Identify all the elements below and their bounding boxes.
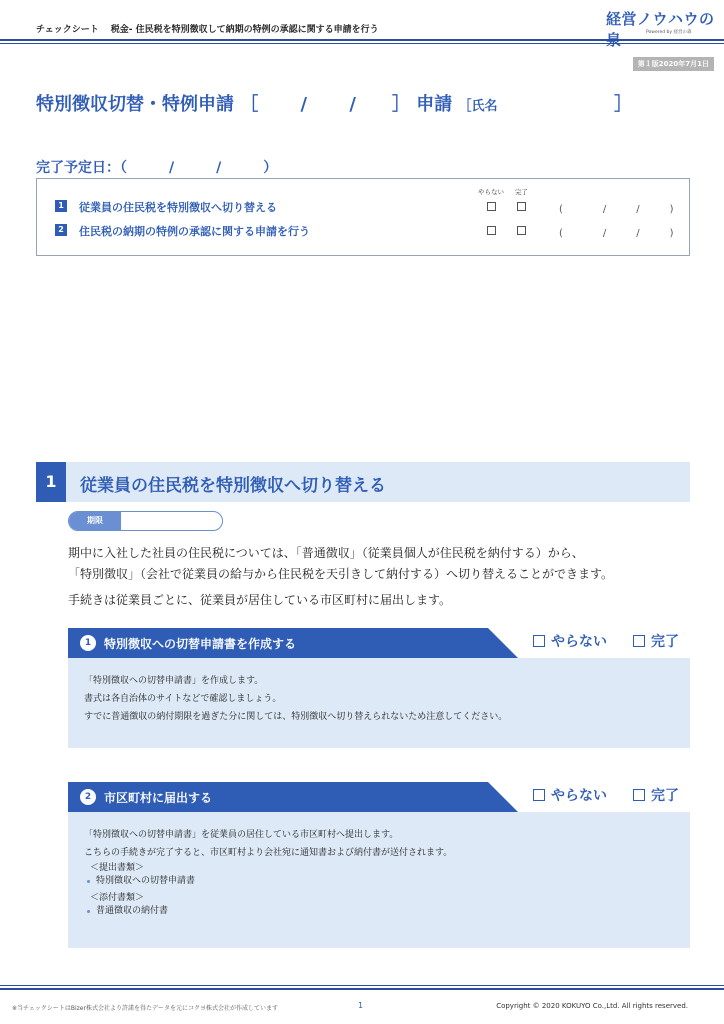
summary-item: [55, 223, 685, 239]
header-divider: [0, 39, 724, 41]
step-text-line: 「特別徴収への切替申請書」を作成します。: [84, 676, 264, 686]
step-text-line: すでに普通徴収の納付期限を過ぎた分に関しては、特別徴収へ切り替えられないため注意してください。: [84, 712, 508, 722]
footer-divider-thin: [0, 985, 724, 986]
copyright: Copyright © 2020 KOKUYO Co.,Ltd. All rights reserved.: [496, 1002, 688, 1010]
intro-line: 「特別徴収」（会社で従業員の給与から住民税を天引きして納付する）へ切り替えることができます。: [68, 567, 614, 581]
skip-checkbox[interactable]: [487, 226, 496, 235]
brand-logo: [606, 8, 716, 38]
item-number: 2: [55, 224, 67, 236]
logo-main-text: 経営ノウハウの: [606, 10, 715, 28]
done-checkbox[interactable]: [633, 789, 645, 801]
submit-doc-item: 特別徴収への切替申請書: [84, 875, 676, 888]
header-subject: 税金‐ 住民税を特別徴収して納期の特例の承認に関する申請を行う: [110, 25, 379, 35]
step-body: [68, 812, 690, 948]
skip-checkbox[interactable]: [487, 202, 496, 211]
completion-date-slot: ( / / ): [559, 204, 674, 215]
title-person-close: ］: [614, 94, 633, 115]
page-number: 1: [358, 1001, 364, 1010]
deadline-label: 期限: [69, 512, 121, 530]
title-date-slot: ［ / / ］: [240, 94, 410, 115]
header-category: チェックシート: [36, 25, 99, 35]
attach-doc-item: 普通徴収の納付書: [84, 905, 676, 918]
col-header-skip: やらない: [478, 188, 504, 196]
footer-divider: [0, 988, 724, 990]
step-text-line: 書式は各自治体のサイトなどで確認しましょう。: [84, 694, 282, 704]
step-card: [68, 628, 690, 748]
section-number: 1: [36, 462, 66, 502]
step-status-checks: [533, 785, 679, 805]
page-title: [36, 90, 632, 116]
step-status-checks: [533, 631, 679, 651]
done-checkbox[interactable]: [517, 202, 526, 211]
title-apply: 申請: [416, 94, 453, 115]
step-number: 2: [80, 789, 96, 805]
summary-checklist: [36, 178, 690, 256]
skip-checkbox[interactable]: [533, 635, 545, 647]
due-date: 完了予定日：（ / / ）: [36, 160, 278, 176]
attach-docs-heading: ＜添付書類＞: [90, 893, 145, 903]
col-header-done: 完了: [515, 188, 528, 196]
step-body: [68, 658, 690, 748]
done-checkbox[interactable]: [517, 226, 526, 235]
skip-label: やらない: [551, 788, 607, 804]
item-label: 従業員の住民税を特別徴収へ切り替える: [79, 201, 277, 214]
step-title: 市区町村に届出する: [104, 791, 213, 805]
done-checkbox[interactable]: [633, 635, 645, 647]
edition-badge: 第１版2020年7月1日: [633, 57, 714, 71]
title-person-open: ［氏名: [458, 99, 498, 114]
submit-docs-heading: ＜提出書類＞: [90, 863, 145, 873]
section-heading: [36, 462, 690, 502]
step-number: 1: [80, 635, 96, 651]
title-name: 特別徴収切替・特例申請: [36, 94, 234, 115]
footer-note: ※当チェックシートはBizer株式会社より許諾を得たデータを元にコクヨ株式会社が作成しています: [12, 1005, 278, 1012]
logo-sub-text: Powered by 経営の森: [646, 30, 692, 35]
step-text-line: こちらの手続きが完了すると、市区町村より会社宛に通知書および納付書が送付されます。: [84, 848, 453, 858]
intro-line: 手続きは従業員ごとに、従業員が居住している市区町村に届出します。: [68, 593, 452, 607]
done-label: 完了: [651, 634, 679, 650]
step-card: [68, 782, 690, 948]
item-label: 住民税の納期の特例の承認に関する申請を行う: [79, 225, 310, 238]
deadline-field[interactable]: [68, 511, 223, 531]
done-label: 完了: [651, 788, 679, 804]
summary-item: [55, 199, 685, 215]
header-breadcrumb: [36, 22, 379, 35]
skip-label: やらない: [551, 634, 607, 650]
step-text-line: 「特別徴収への切替申請書」を従業員の居住している市区町村へ提出します。: [84, 830, 399, 840]
step-title: 特別徴収への切替申請書を作成する: [104, 637, 297, 651]
skip-checkbox[interactable]: [533, 789, 545, 801]
header-divider-thin: [0, 43, 724, 44]
item-number: 1: [55, 200, 67, 212]
page-header: [0, 0, 724, 46]
intro-line: 期中に入社した社員の住民税については、「普通徴収」（従業員個人が住民税を納付する）から、: [68, 546, 584, 560]
section-title: 従業員の住民税を特別徴収へ切り替える: [80, 476, 386, 496]
completion-date-slot: ( / / ): [559, 228, 674, 239]
